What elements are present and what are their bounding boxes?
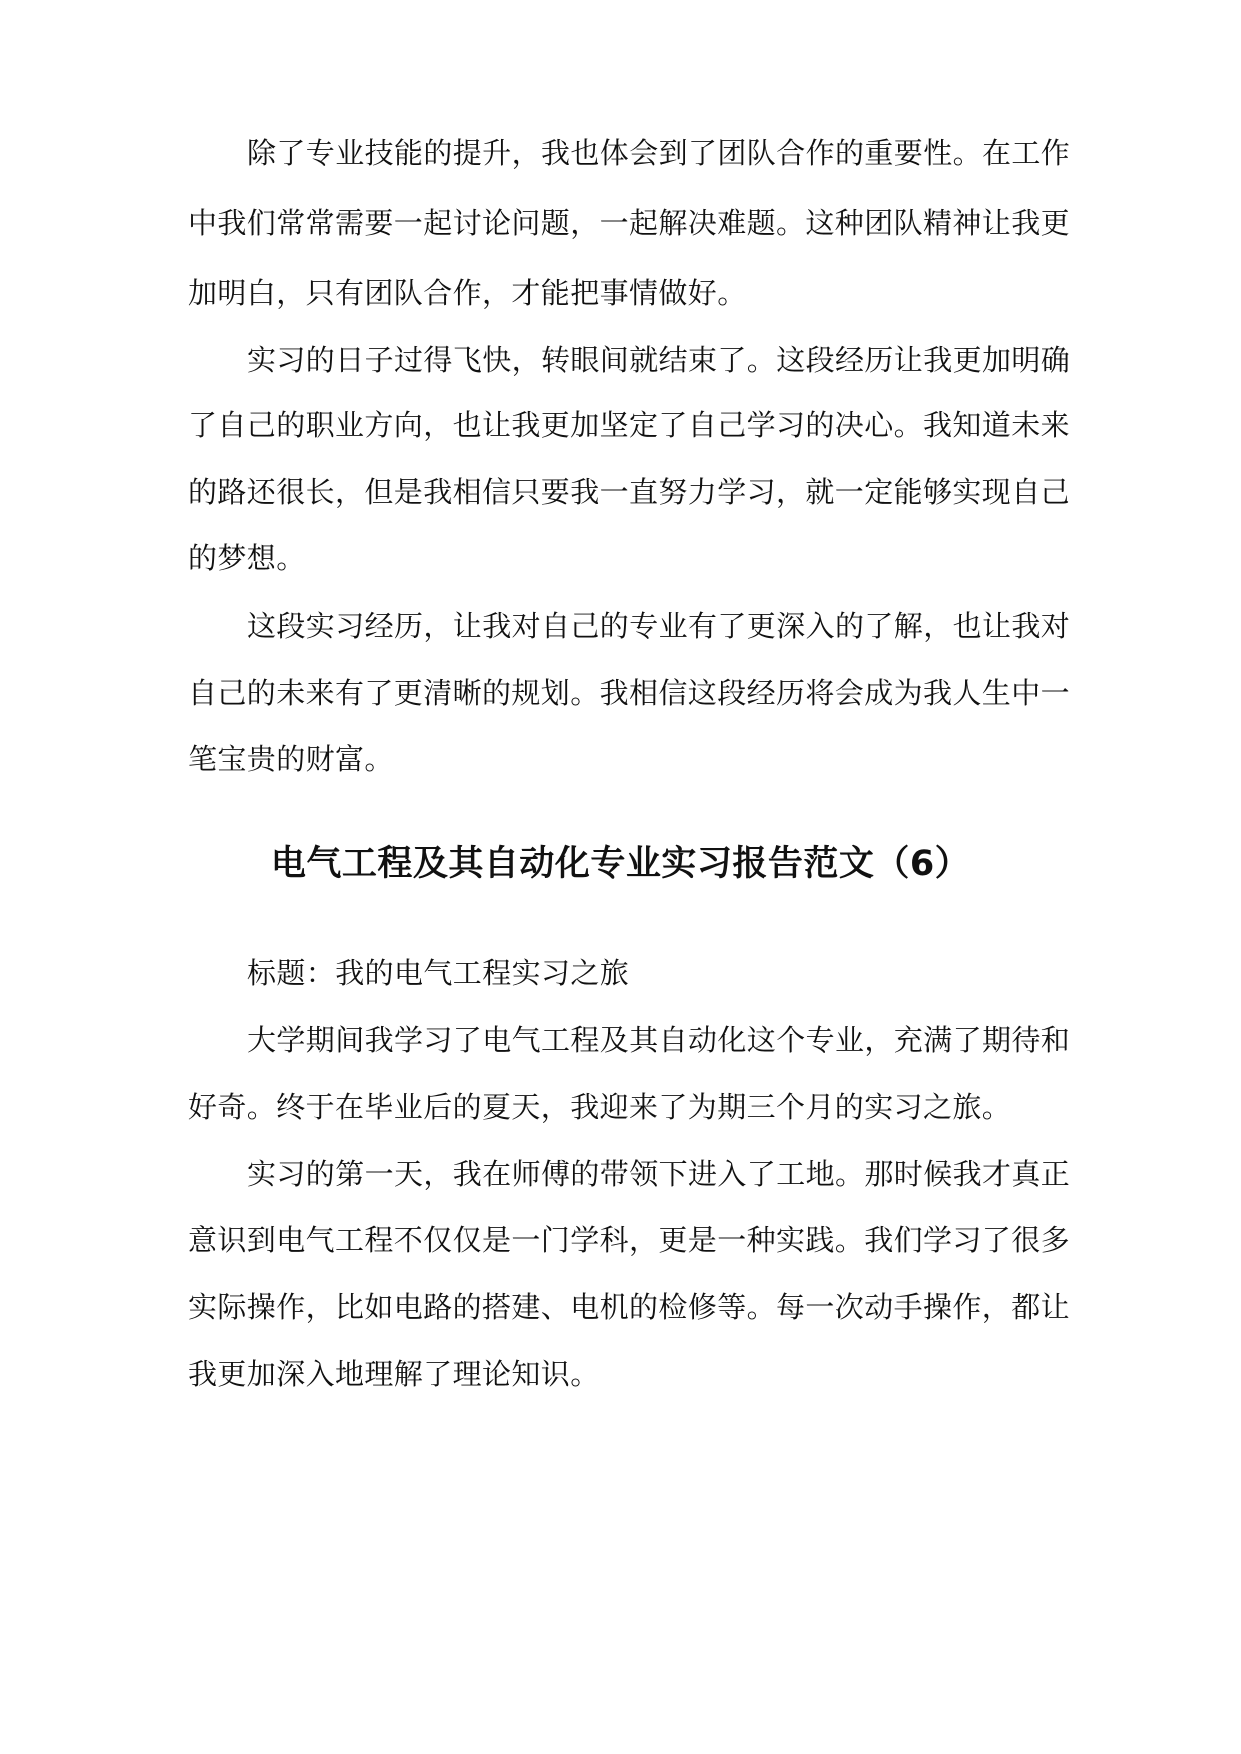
paragraph-line: 的梦想。	[188, 541, 306, 575]
paragraph-line: 中我们常常需要一起讨论问题，一起解决难题。这种团队精神让我更	[188, 206, 1071, 240]
paragraph-line: 好奇。终于在毕业后的夏天，我迎来了为期三个月的实习之旅。	[188, 1090, 1012, 1124]
section-heading: 电气工程及其自动化专业实习报告范文（6）	[270, 844, 971, 884]
paragraph-line: 大学期间我学习了电气工程及其自动化这个专业，充满了期待和	[247, 1023, 1071, 1057]
paragraph-line: 意识到电气工程不仅仅是一门学科，更是一种实践。我们学习了很多	[188, 1223, 1071, 1257]
paragraph-line: 笔宝贵的财富。	[188, 742, 394, 776]
paragraph-line: 加明白，只有团队合作，才能把事情做好。	[188, 276, 747, 310]
paragraph-line: 除了专业技能的提升，我也体会到了团队合作的重要性。在工作	[247, 136, 1071, 170]
paragraph-line: 实习的日子过得飞快，转眼间就结束了。这段经历让我更加明确	[247, 343, 1071, 377]
paragraph-line: 我更加深入地理解了理论知识。	[188, 1357, 600, 1391]
paragraph-line: 实际操作，比如电路的搭建、电机的检修等。每一次动手操作，都让	[188, 1290, 1071, 1324]
paragraph-line: 的路还很长，但是我相信只要我一直努力学习，就一定能够实现自己	[188, 475, 1071, 509]
paragraph-line: 自己的未来有了更清晰的规划。我相信这段经历将会成为我人生中一	[188, 676, 1071, 710]
paragraph-line: 了自己的职业方向，也让我更加坚定了自己学习的决心。我知道未来	[188, 408, 1071, 442]
paragraph-line: 实习的第一天，我在师傅的带领下进入了工地。那时候我才真正	[247, 1157, 1071, 1191]
article-subtitle: 标题：我的电气工程实习之旅	[247, 956, 630, 990]
paragraph-line: 这段实习经历，让我对自己的专业有了更深入的了解，也让我对	[247, 609, 1071, 643]
